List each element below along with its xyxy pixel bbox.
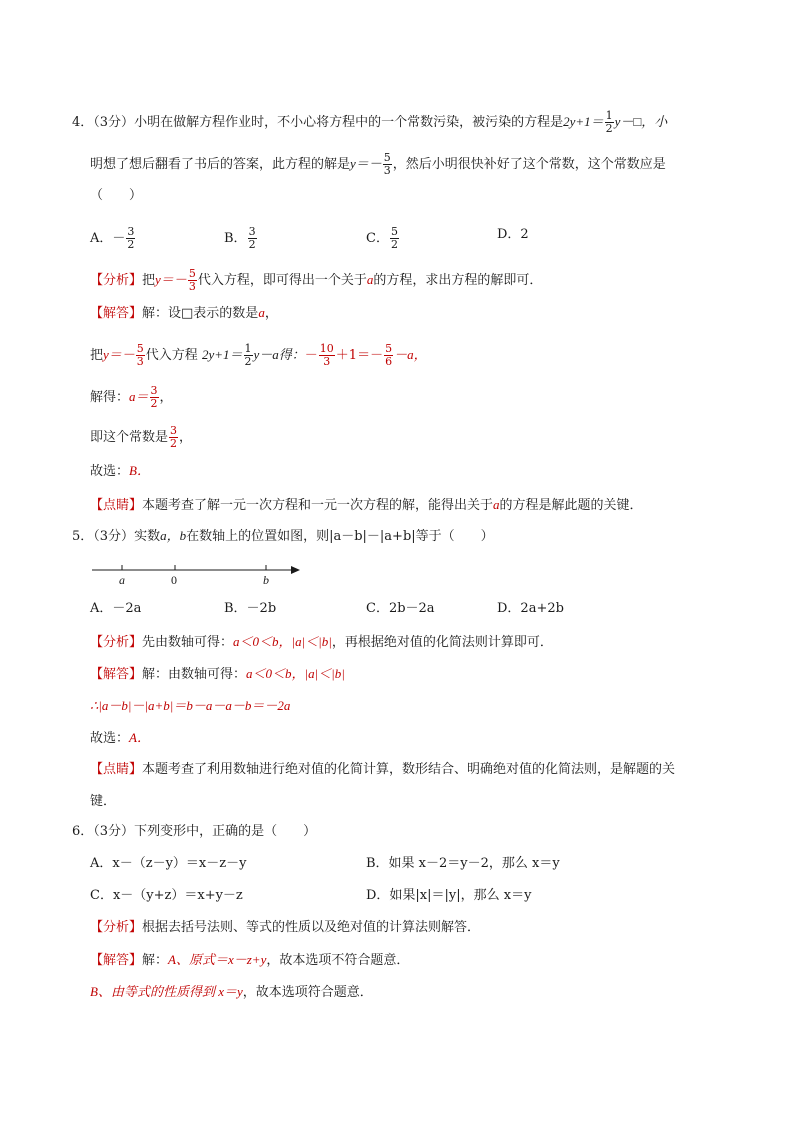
q5-option-a: A．－2a [90, 601, 142, 616]
q5-comment-cont: 键． [90, 794, 117, 809]
q6-analysis: 【分析】根据去括号法则、等式的性质以及绝对值的计算法则解答． [90, 920, 481, 935]
q5-answer-3: 故选：A． [90, 730, 150, 746]
q5-comment: 【点睛】本题考查了利用数轴进行绝对值的化简计算，数形结合、明确绝对值的化简法则，是解题的关 [90, 762, 676, 777]
q5-option-c: C．2b－2a [366, 601, 435, 616]
q6-option-a: A．x－（z－y）＝x－z－y [90, 856, 247, 871]
q6-option-b: B．如果 x－2＝y－2，那么 x＝y [366, 856, 560, 871]
q4-option-d: D．2 [497, 227, 529, 242]
q4-comment: 【点睛】本题考查了解一元一次方程和一元一次方程的解，能得出关于a的方程是解此题的关键． [90, 497, 643, 513]
q5-stem: 5．（3分）实数a，b在数轴上的位置如图，则|a－b|－|a+b|等于（ ） [72, 528, 494, 544]
q4-stem: 小明在做解方程作业时，不小心将方程中的一个常数污染，被污染的方程是 [134, 115, 564, 130]
q6-option-d: D．如果|x|＝|y|，那么 x＝y [366, 888, 532, 903]
label-b: b [263, 573, 269, 587]
q4-answer-1: 【解答】解：设□表示的数是a， [90, 305, 278, 321]
q6-answer-2: B、由等式的性质得到 x＝y，故本选项符合题意． [90, 984, 373, 1000]
q4-option-a: A．－ $\frac{3}{2}$ [90, 225, 135, 251]
fraction: $\frac{5}{3}$ [383, 151, 391, 177]
q4-blank: （ ） [90, 188, 143, 203]
q4-line1: 4．（3分）小明在做解方程作业时，不小心将方程中的一个常数污染，被污染的方程是2y+1＝ $\frac{1}{2}$ y－□，小 [72, 109, 668, 135]
q6-answer-1: 【解答】解：A、原式＝x－z+y，故本选项不符合题意． [90, 952, 410, 968]
q4-answer-4: 即这个常数是 $\frac{3}{2}$ ， [90, 424, 193, 450]
label-a: a [119, 573, 125, 587]
fraction: $\frac{1}{2}$ [605, 109, 613, 135]
q5-analysis: 【分析】先由数轴可得：a＜0＜b，|a|＜|b|，再根据绝对值的化简法则计算即可． [90, 634, 553, 650]
q5-answer-1: 【解答】解：由数轴可得：a＜0＜b，|a|＜|b| [90, 666, 345, 682]
q4-score: （3分） [93, 115, 135, 130]
q5-option-b: B．－2b [224, 601, 277, 616]
label-zero: 0 [171, 573, 177, 587]
comment-tag: 【点睛】 [90, 498, 143, 513]
q4-line2: 明想了想后翻看了书后的答案，此方程的解是y＝－ $\frac{5}{3}$ ，然后小明很快补好了这个常数，这个常数应是 [90, 151, 666, 177]
arrow-head [291, 566, 300, 574]
analysis-tag: 【分析】 [90, 273, 143, 288]
q6-stem: 6．（3分）下列变形中，正确的是（ ） [72, 824, 317, 839]
q4-number: 4． [72, 115, 94, 130]
q6-option-c: C．x－（y+z）＝x+y－z [90, 888, 243, 903]
q4-answer-2: 把y＝－ $\frac{5}{3}$ 代入方程 2y+1＝ $\frac{1}{2}$ y－a得：－ $\frac{10}{3}$ ＋1＝－ $\frac{5}{6}$ －a， [90, 342, 427, 368]
q4-option-b: B． $\frac{3}{2}$ [224, 225, 256, 251]
q5-answer-2: ∴|a－b|－|a+b|＝b－a－a－b＝－2a [90, 698, 291, 713]
q4-answer-5: 故选：B． [90, 463, 150, 479]
q5-option-d: D．2a+2b [497, 601, 564, 616]
number-line-figure [88, 558, 308, 590]
q4-option-c: C． $\frac{5}{2}$ [366, 225, 398, 251]
answer-tag: 【解答】 [90, 306, 143, 321]
q4-answer-3: 解得：a＝ $\frac{3}{2}$ ， [90, 384, 173, 410]
q4-analysis: 【分析】把y＝－ $\frac{5}{3}$ 代入方程，即可得出一个关于a的方程，求出方程的解即可． [90, 267, 543, 293]
